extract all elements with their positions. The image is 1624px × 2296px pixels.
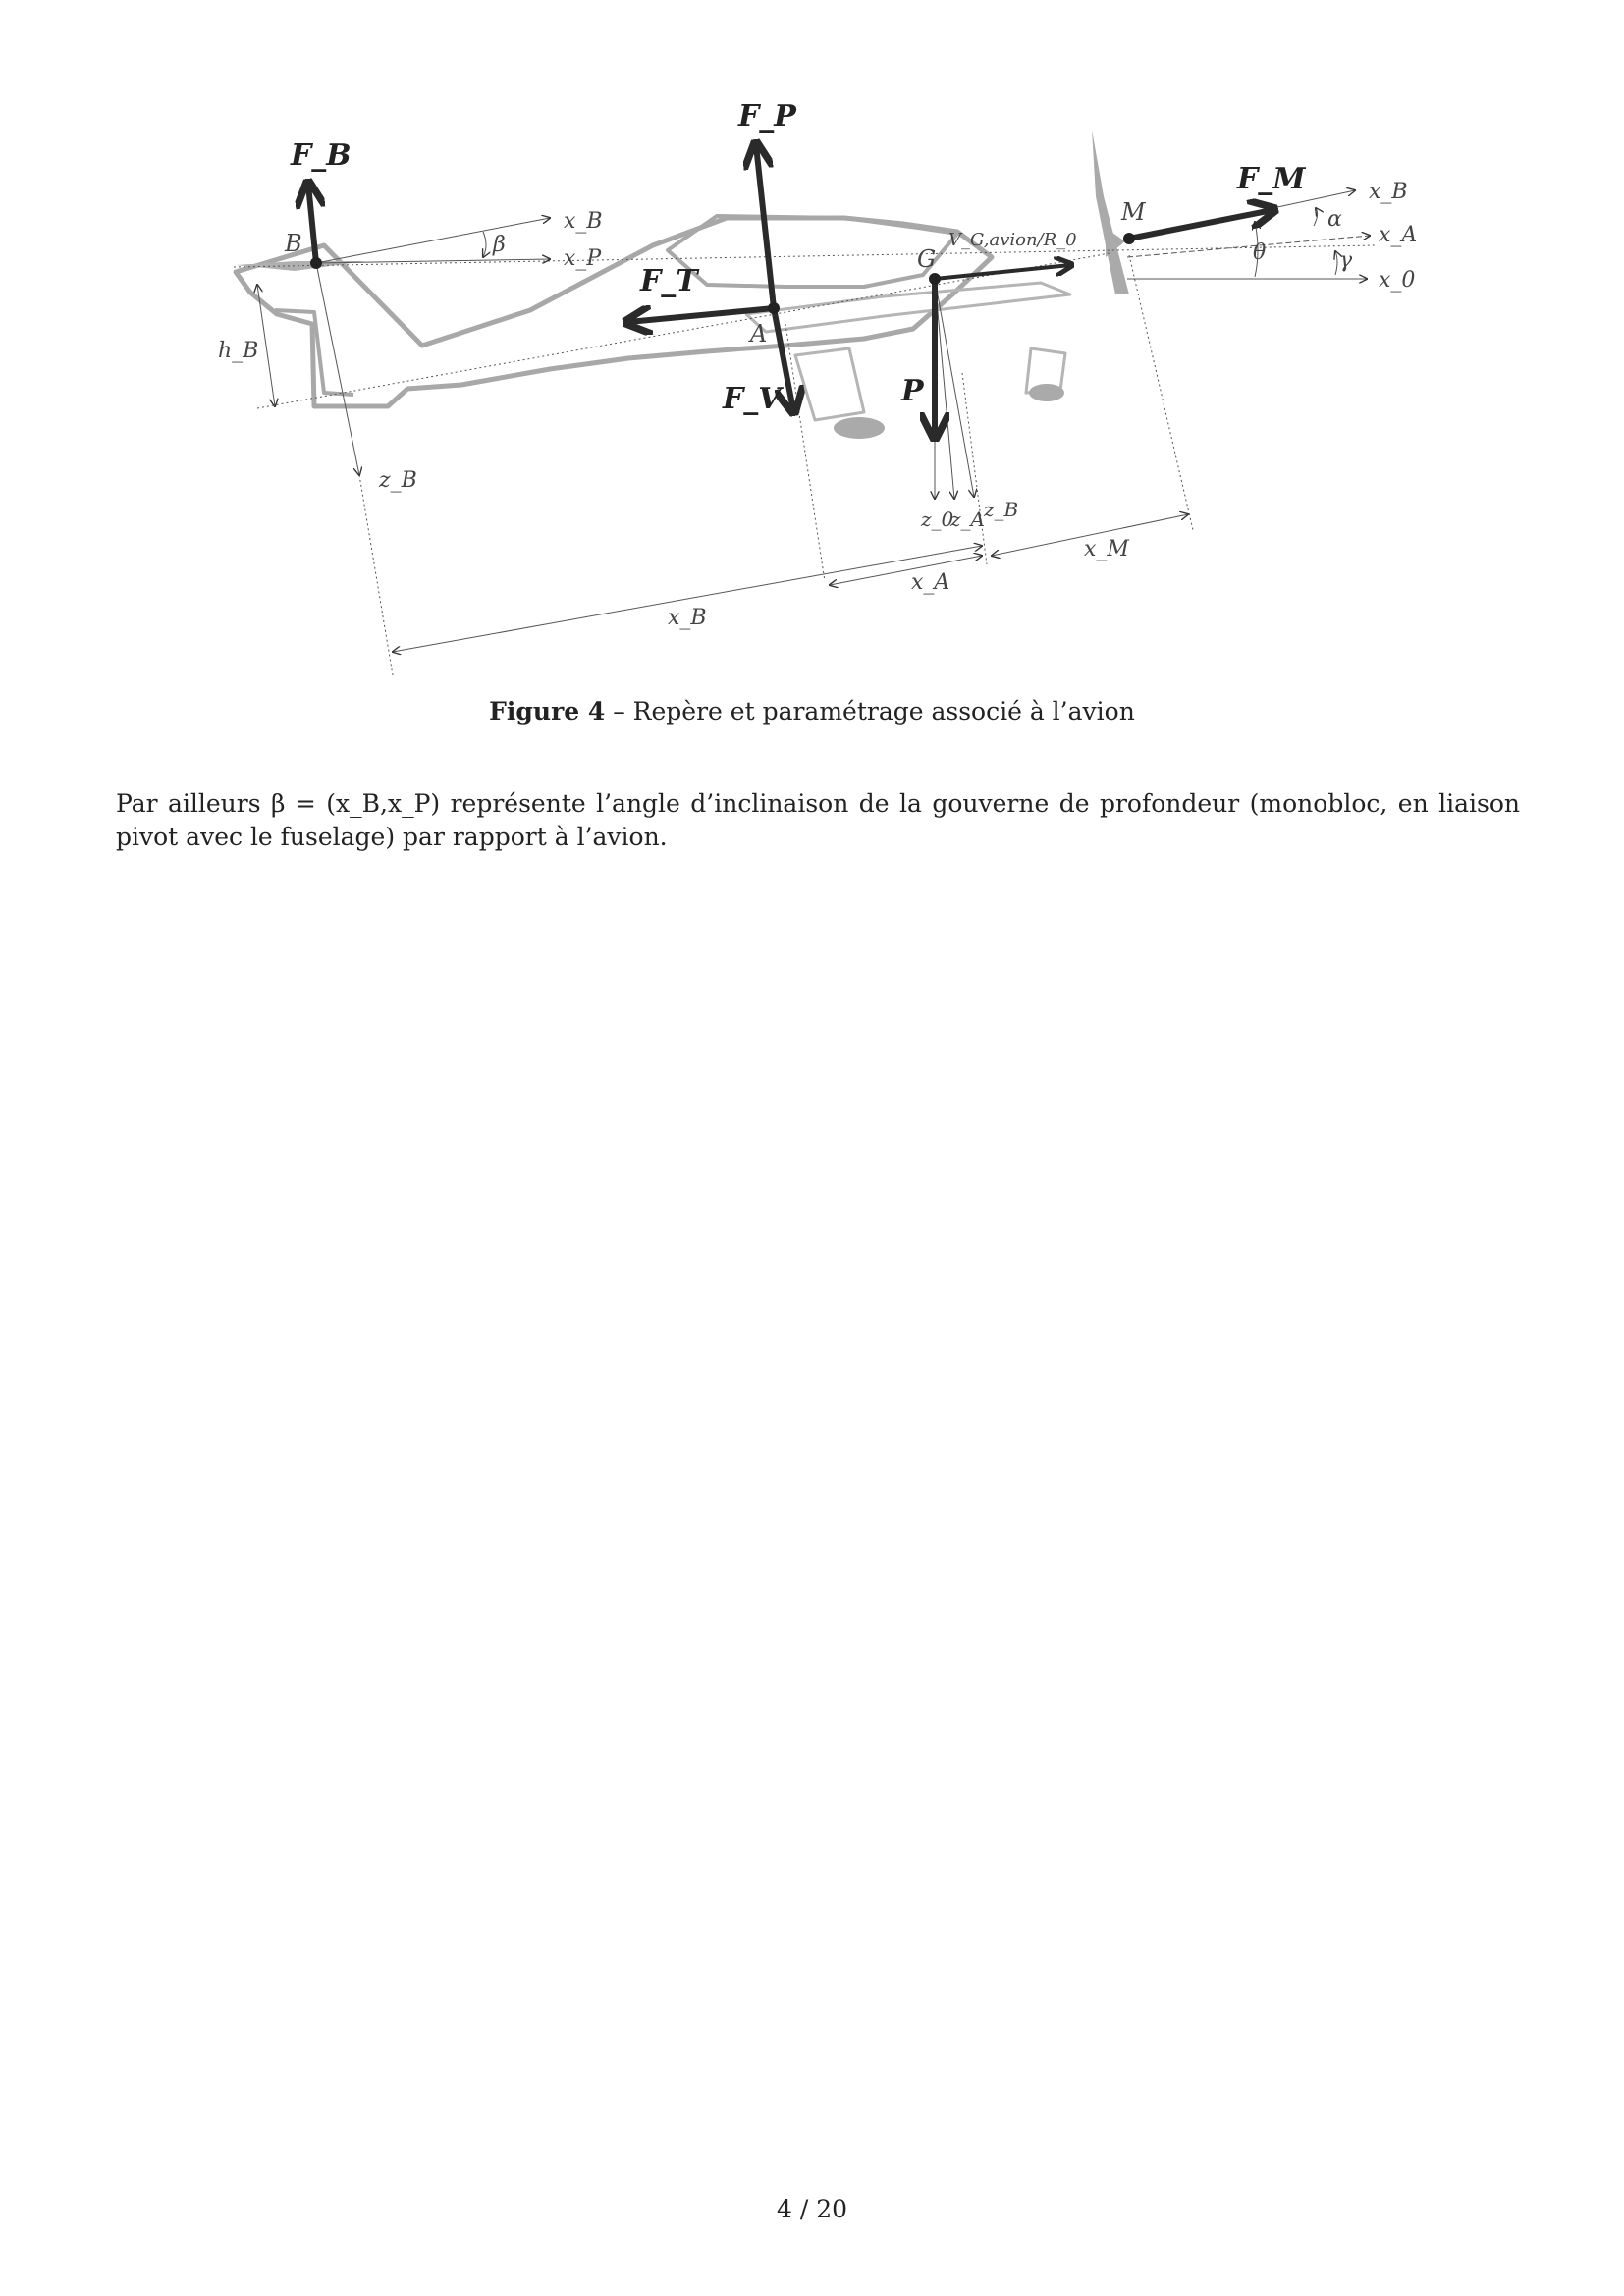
- figure-caption: [0, 697, 1624, 725]
- label-F_B: F_B: [291, 138, 352, 173]
- label-dim-xM: x_M: [1084, 537, 1129, 561]
- label-P: P: [901, 374, 924, 408]
- label-gamma: γ: [1339, 248, 1353, 273]
- label-dim-xA: x_A: [911, 570, 950, 595]
- label-F_P: F_P: [738, 99, 796, 133]
- body-paragraph: Par ailleurs β = (x_B,x_P) représente l’angle d’inclinaison de la gouverne de profondeur (monobloc, en liaison pivot avec le fuselage) par rapport à l’avion.: [116, 789, 1520, 851]
- canopy: [668, 216, 957, 287]
- label-theta: θ: [1253, 240, 1267, 265]
- label-xA-right: x_A: [1379, 223, 1418, 247]
- label-V: V_G,avion/R_0: [948, 230, 1077, 250]
- xA-dim: [830, 556, 982, 585]
- alpha-arc: [1314, 208, 1318, 226]
- label-M: M: [1121, 198, 1146, 226]
- label-G: G: [917, 245, 937, 273]
- label-F_M: F_M: [1237, 162, 1306, 196]
- page-number: 4 / 20: [776, 2195, 848, 2223]
- main-wheel: [834, 417, 885, 439]
- point-M: [1123, 233, 1135, 244]
- point-G: [929, 273, 941, 285]
- label-xB-right: x_B: [1369, 180, 1408, 204]
- reference-lines: [234, 190, 1375, 675]
- xB-left-axis: [316, 218, 550, 263]
- label-F_V: F_V: [723, 382, 782, 416]
- label-zB: z_B: [984, 498, 1019, 521]
- F_P-vector: [756, 145, 774, 308]
- wing: [746, 283, 1070, 332]
- label-zA: z_A: [950, 507, 985, 531]
- figure-caption-text: – Repère et paramétrage associé à l’avion: [613, 697, 1135, 725]
- label-A: A: [750, 320, 768, 347]
- label-zB-left: z_B: [379, 468, 417, 493]
- label-xB-left: x_B: [564, 209, 603, 234]
- label-F_T: F_T: [640, 264, 698, 298]
- label-dim-xB: x_B: [668, 606, 707, 630]
- fuselage-outline: [236, 218, 992, 406]
- figure-caption-label: Figure 4: [489, 697, 606, 725]
- label-x0: x_0: [1379, 268, 1416, 293]
- nose-wheel: [1029, 384, 1064, 401]
- label-alpha: α: [1327, 207, 1342, 232]
- beta-arc: [483, 232, 486, 257]
- F_M-vector: [1129, 210, 1272, 239]
- airplane-parametrization-figure: [0, 0, 1624, 707]
- label-xP: x_P: [564, 246, 602, 271]
- point-A: [768, 302, 780, 314]
- label-hB: h_B: [218, 339, 259, 363]
- zB-axis: [935, 279, 974, 497]
- V-vector: [935, 265, 1070, 279]
- label-beta: β: [493, 233, 506, 257]
- point-B: [310, 257, 322, 269]
- xB-dim: [393, 546, 982, 652]
- label-B: B: [285, 230, 302, 257]
- main-gear: [795, 348, 864, 420]
- body-axis-dotted: [234, 245, 1375, 267]
- gamma-arc: [1335, 251, 1337, 275]
- label-z0: z_0: [921, 507, 954, 531]
